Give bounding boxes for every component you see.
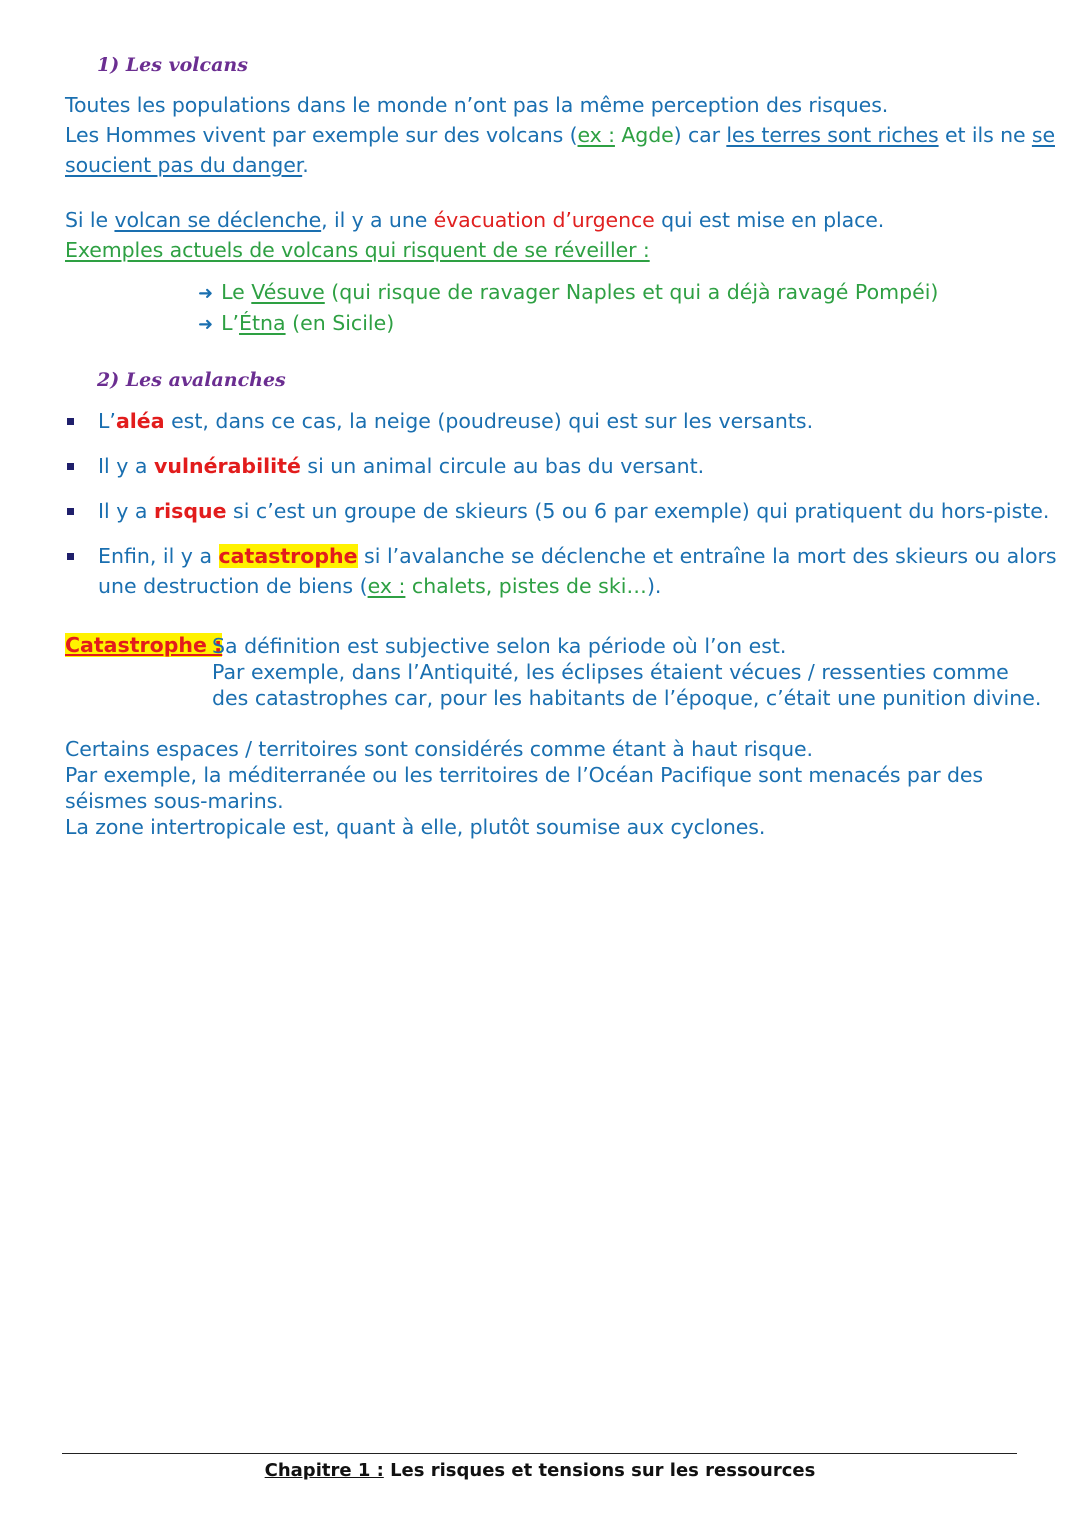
text-span: et ils ne: [938, 123, 1032, 147]
underlined-phrase: Étna: [239, 311, 286, 335]
underlined-phrase: se: [1031, 123, 1055, 147]
text-span: si un animal circule au bas du versant.: [300, 454, 705, 478]
text-span: si l’avalanche se déclenche et entraîne la mort des skieurs ou alors: [357, 544, 1057, 568]
example-text: chalets, pistes de ski…: [405, 574, 647, 598]
bullet-square-icon: [67, 418, 74, 425]
arrow-right-icon: ➜: [198, 314, 214, 335]
definition-line: des catastrophes car, pour les habitants de l’époque, c’était une punition divine.: [212, 686, 1042, 710]
footer-chapter: Chapitre 1 :: [264, 1460, 384, 1481]
red-phrase: évacuation d’urgence: [433, 208, 655, 232]
text-span: si c’est un groupe de skieurs (5 ou 6 par exemple) qui pratiquent du hors-piste.: [226, 499, 1050, 523]
text-span: Les Hommes vivent par exemple sur des volcans (: [65, 123, 578, 147]
examples-title: Exemples actuels de volcans qui risquent de se réveiller :: [65, 238, 650, 262]
arrow-right-icon: ➜: [198, 283, 214, 304]
paragraph-line: [65, 208, 884, 232]
text-span: Le: [221, 280, 252, 304]
text-span: Il y a: [98, 499, 154, 523]
bullet-item-alea: [98, 409, 813, 433]
example-item-vesuve: [198, 280, 938, 304]
text-span: qui est mise en place.: [654, 208, 885, 232]
paragraph-line: La zone intertropicale est, quant à elle, plutôt soumise aux cyclones.: [65, 815, 766, 839]
definition-line: Sa définition est subjective selon ka période où l’on est.: [212, 634, 787, 658]
definition-line: Par exemple, dans l’Antiquité, les éclipses étaient vécues / ressenties comme: [212, 660, 1009, 684]
paragraph-line: [65, 93, 888, 117]
underlined-phrase: Vésuve: [251, 280, 325, 304]
section-heading-avalanches: 2) Les avalanches: [97, 369, 286, 391]
paragraph-line: séismes sous-marins.: [65, 789, 284, 813]
text-span: Si le: [65, 208, 115, 232]
example-abbrev: ex :: [577, 123, 615, 147]
text-span: L’: [221, 311, 240, 335]
example-item-etna: [198, 311, 394, 335]
text-span: ) car: [673, 123, 727, 147]
example-abbrev: ex :: [367, 574, 406, 598]
example-text: Agde: [614, 123, 674, 147]
text-span: , il y a une: [321, 208, 434, 232]
text-span: (qui risque de ravager Naples et qui a déjà ravagé Pompéi): [324, 280, 939, 304]
text-span: ).: [646, 574, 662, 598]
definition-label: Catastrophe :: [65, 633, 223, 657]
text-span: Toutes les populations dans le monde n’ont pas la même perception des risques.: [65, 93, 889, 117]
page-footer: [0, 1460, 1080, 1481]
underlined-phrase: soucient pas du danger: [65, 153, 303, 177]
text-span: (en Sicile): [285, 311, 395, 335]
text-span: L’: [98, 409, 116, 433]
text-span: est, dans ce cas, la neige (poudreuse) qui est sur les versants.: [164, 409, 814, 433]
footer-divider: [62, 1453, 1017, 1454]
underlined-phrase: les terres sont riches: [726, 123, 939, 147]
keyword-highlighted: catastrophe: [218, 544, 358, 568]
paragraph-line: Par exemple, la méditerranée ou les territoires de l’Océan Pacifique sont menacés par des: [65, 763, 983, 787]
keyword: risque: [154, 499, 227, 523]
section-heading-volcans: 1) Les volcans: [97, 54, 248, 76]
keyword: vulnérabilité: [154, 454, 301, 478]
underlined-phrase: volcan se déclenche: [114, 208, 322, 232]
text-span: .: [302, 153, 309, 177]
footer-title: Les risques et tensions sur les ressources: [383, 1460, 816, 1481]
text-span: Il y a: [98, 454, 154, 478]
bullet-square-icon: [67, 463, 74, 470]
text-span: Enfin, il y a: [98, 544, 219, 568]
bullet-square-icon: [67, 508, 74, 515]
paragraph-line: [65, 153, 309, 177]
bullet-item-catastrophe: [98, 544, 1057, 568]
bullet-item-catastrophe-cont: [98, 574, 661, 598]
bullet-item-risque: [98, 499, 1049, 523]
bullet-item-vulnerabilite: [98, 454, 704, 478]
paragraph-line: Certains espaces / territoires sont considérés comme étant à haut risque.: [65, 737, 813, 761]
text-span: une destruction de biens (: [98, 574, 368, 598]
bullet-square-icon: [67, 553, 74, 560]
paragraph-line: [65, 123, 1055, 147]
keyword: aléa: [115, 409, 165, 433]
